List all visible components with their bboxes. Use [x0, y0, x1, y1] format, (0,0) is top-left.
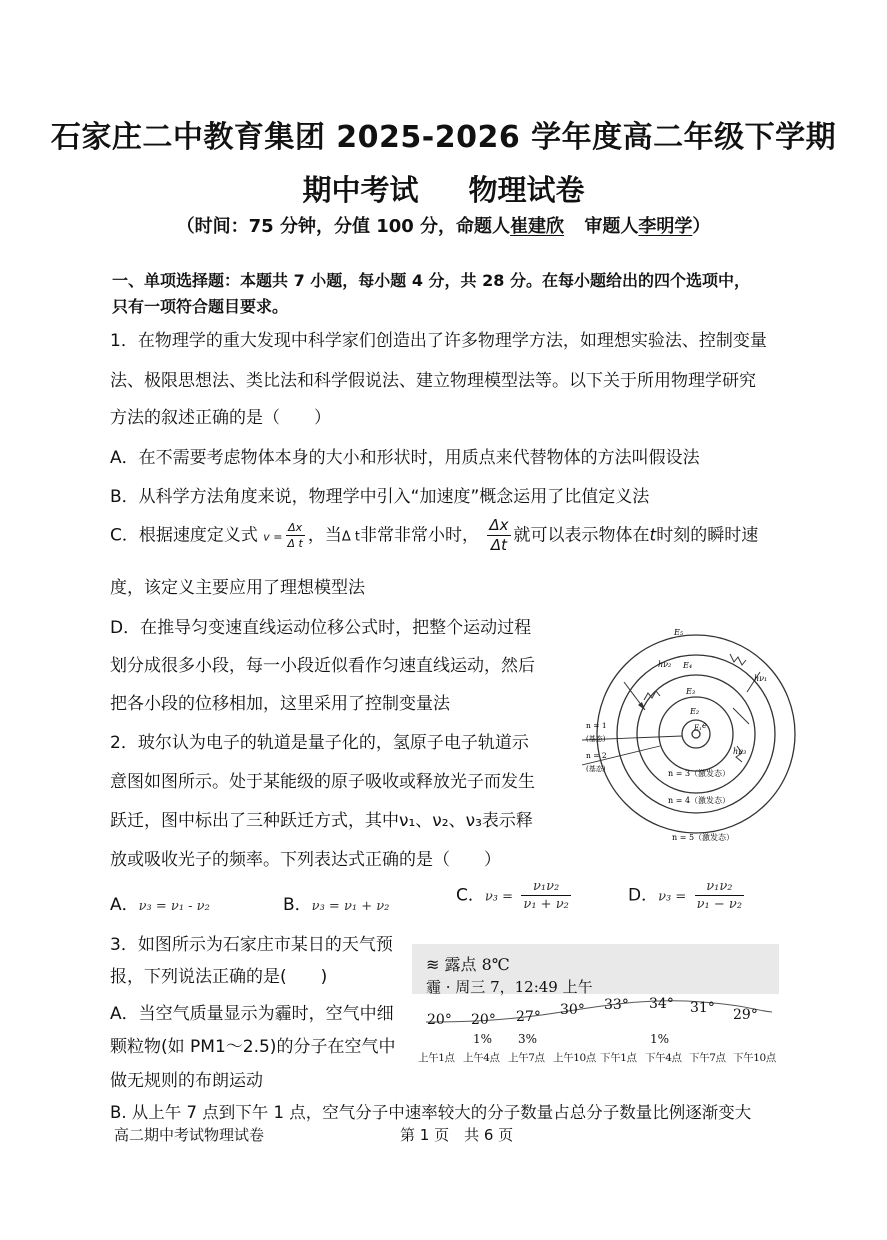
precip-1: 1% [473, 1032, 493, 1046]
q2-stem-line4: 放或吸收光子的频率。下列表达式正确的是（ ） [110, 850, 501, 870]
temp-6: 34° [649, 996, 674, 1012]
q1-option-b: B．从科学方法角度来说，物理学中引入“加速度”概念运用了比值定义法 [110, 487, 650, 507]
q1-stem-line3: 方法的叙述正确的是（ ） [110, 408, 331, 428]
option-c-label: C． [456, 885, 485, 906]
time-5: 下午1点 [600, 1052, 637, 1064]
option-b-label: B． [283, 895, 312, 915]
option-c-fraction [521, 880, 570, 911]
exam-title-line2 [0, 168, 887, 209]
exam-title-line1: 石家庄二中教育集团 2025-2026 学年度高二年级下学期 [50, 120, 837, 155]
option-d-lhs: ν₃ = [658, 889, 687, 905]
velocity-symbol: v = [263, 530, 283, 544]
option-d-fraction [695, 880, 744, 911]
temp-1: 20° [427, 1012, 452, 1028]
level-n2-label: n = 2 [586, 751, 607, 760]
fraction-denominator: ν₁ + ν₂ [523, 897, 569, 912]
energy-level-e5: E₅ [674, 628, 684, 637]
q1-option-d-line3: 把各小段的位移相加，这里采用了控制变量法 [110, 694, 450, 714]
energy-level-e3: E₃ [686, 687, 696, 696]
weather-forecast-image [412, 944, 779, 1068]
temp-8: 29° [733, 1007, 758, 1023]
time-6: 下午4点 [645, 1052, 682, 1064]
hydrogen-orbit-diagram [582, 620, 814, 852]
q1-option-c-line2: 度，该定义主要应用了理想模型法 [110, 578, 365, 598]
q1-stem-line1: 1．在物理学的重大发现中科学家们创造出了许多物理学方法，如理想实验法、控制变量 [110, 331, 767, 351]
dew-point [426, 952, 510, 975]
section-heading-line1: 一、单项选择题：本题共 7 小题，每小题 4 分，共 28 分。在每小题给出的四个选项中， [112, 271, 750, 290]
time-4: 上午10点 [553, 1052, 596, 1064]
time-symbol: t [649, 525, 657, 546]
fraction-denominator: ν₁ − ν₂ [696, 897, 743, 912]
option-b-expression: ν₃ = ν₁ + ν₂ [311, 899, 390, 914]
photon-hv1-label: hν₁ [754, 674, 768, 683]
q1-option-c-text5: 时刻的瞬时速 [656, 525, 759, 546]
q3-option-a-line2: 颗粒物(如 PM1～2.5)的分子在空气中 [110, 1037, 396, 1057]
q3-option-b: B. 从上午 7 点到下午 1 点，空气分子中速率较大的分子数量占总分子数量比例逐渐变大 [110, 1103, 752, 1122]
q1-option-c-text1: C．根据速度定义式 [110, 525, 258, 546]
reviewer-label: 审题人 [584, 216, 639, 237]
q1-option-c-text4: 就可以表示物体在 [513, 525, 650, 546]
footer-exam-name: 高二期中考试物理试卷 [114, 1126, 265, 1144]
exam-info-suffix: ） [692, 216, 711, 237]
reviewer-name: 李明学 [638, 216, 693, 237]
q1-option-d-line1: D．在推导匀变速直线运动位移公式时，把整个运动过程 [110, 618, 532, 638]
q2-option-d [628, 880, 747, 911]
level-n2-state: (基态) [586, 765, 606, 773]
exam-type: 期中考试 [302, 173, 419, 207]
energy-level-e4: E₄ [683, 661, 693, 670]
q3-option-a-line1: A．当空气质量显示为霾时，空气中细 [110, 1004, 394, 1024]
q1-option-a: A．在不需要考虑物体本身的大小和形状时，用质点来代替物体的方法叫假设法 [110, 448, 700, 468]
q3-stem-line2: 报，下列说法正确的是( ) [110, 967, 328, 987]
q2-option-c [456, 880, 574, 911]
fraction-numerator: ν₁ν₂ [521, 880, 570, 896]
q2-stem-line2: 意图如图所示。处于某能级的原子吸收或释放光子而发生 [110, 772, 535, 792]
fraction-numerator: ν₁ν₂ [695, 880, 744, 896]
time-2: 上午4点 [463, 1052, 500, 1064]
temperature-curve [412, 988, 779, 1028]
delta-fraction [487, 518, 510, 553]
fraction-denominator: Δt [490, 536, 508, 554]
q2-option-a [110, 890, 210, 915]
fraction-numerator: Δx [286, 522, 305, 536]
level-n1-state: (基态) [586, 735, 606, 743]
q3-option-a-line3: 做无规则的布朗运动 [110, 1071, 263, 1091]
temp-2: 20° [471, 1012, 496, 1028]
precip-2: 3% [518, 1032, 538, 1046]
time-7: 下午7点 [689, 1052, 726, 1064]
photon-hv3-label: hν₃ [733, 747, 747, 756]
q1-option-c-text3: 非常非常小时， [359, 525, 479, 546]
fraction-denominator: Δ t [287, 537, 303, 550]
time-8: 下午10点 [733, 1052, 776, 1064]
q3-stem-line1: 3．如图所示为石家庄市某日的天气预 [110, 935, 393, 955]
photon-hv2-label: hν₂ [658, 660, 672, 669]
footer-page-number: 第 1 页 共 6 页 [400, 1126, 514, 1144]
q1-option-d-line2: 划分成很多小段，每一小段近似看作匀速直线运动，然后 [110, 656, 535, 676]
exam-info-prefix: （时间：75 分钟，分值 100 分，命题人 [176, 216, 511, 237]
delta-t-symbol: Δ t [341, 529, 360, 545]
dew-point-label: 露点 8℃ [444, 955, 510, 974]
temp-3: 27° [516, 1009, 541, 1025]
q1-option-c [110, 518, 758, 553]
velocity-fraction [286, 522, 305, 549]
option-a-expression: ν₃ = ν₁ - ν₂ [138, 899, 210, 914]
dew-point-icon: ≋ [426, 955, 440, 974]
section-heading-line2: 只有一项符合题目要求。 [112, 297, 289, 316]
time-1: 上午1点 [418, 1052, 455, 1064]
q1-stem-line2: 法、极限思想法、类比法和科学假说法、建立物理模型法等。以下关于所用物理学研究 [110, 371, 756, 391]
temp-7: 31° [690, 1000, 715, 1016]
exam-subject: 物理试卷 [468, 173, 585, 207]
transition-arrow-3 [733, 708, 749, 724]
level-n5-label: n = 5（激发态） [672, 833, 735, 842]
q1-option-c-text2: ，当 [307, 525, 342, 546]
option-c-lhs: ν₃ = [484, 889, 514, 905]
exam-info [0, 212, 887, 238]
nucleus-label: e [702, 721, 707, 730]
q2-stem-line1: 2．玻尔认为电子的轨道是量子化的，氢原子电子轨道示 [110, 733, 529, 753]
precip-3: 1% [650, 1032, 670, 1046]
energy-level-e2: E₂ [690, 707, 700, 716]
author-name: 崔建欣 [510, 216, 565, 237]
level-n1-label: n = 1 [586, 721, 607, 730]
time-3: 上午7点 [508, 1052, 545, 1064]
energy-level-e1: E₁ [694, 724, 702, 732]
weather-status: 霾 · 周三 7，12:49 上午 [426, 978, 593, 996]
q2-stem-line3: 跃迁，图中标出了三种跃迁方式，其中ν₁、ν₂、ν₃表示释 [110, 811, 533, 831]
level-n4-label: n = 4（激发态） [668, 796, 731, 805]
option-d-label: D． [628, 885, 659, 906]
fraction-numerator: Δx [489, 516, 509, 534]
level-n3-label: n = 3（激发态） [668, 769, 731, 778]
temp-4: 30° [560, 1002, 585, 1018]
option-a-label: A． [110, 895, 139, 915]
q2-option-b [283, 890, 389, 915]
temp-5: 33° [604, 997, 629, 1013]
